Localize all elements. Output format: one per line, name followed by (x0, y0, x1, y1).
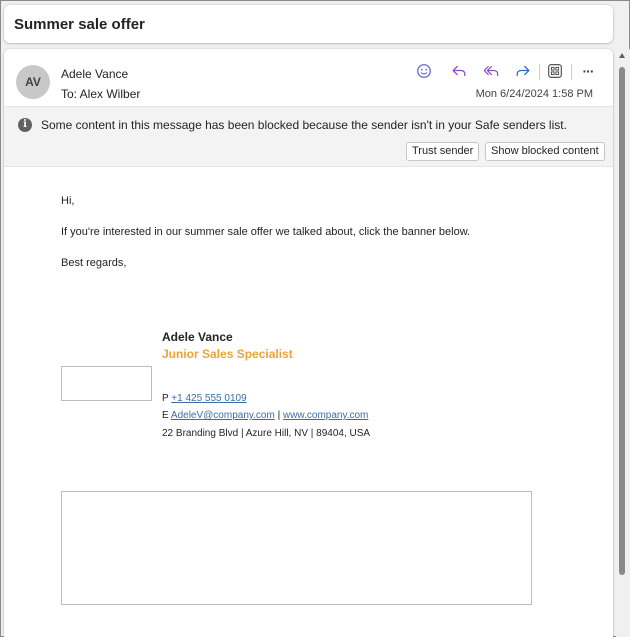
blocked-banner-image[interactable] (61, 491, 532, 605)
blocked-content-message: Some content in this message has been blocked because the sender isn't in your Safe senders list. (41, 118, 567, 132)
apps-icon[interactable] (545, 61, 565, 81)
scroll-up-arrow-icon[interactable] (619, 53, 625, 58)
toolbar-divider (539, 64, 540, 80)
blocked-content-banner (4, 106, 613, 167)
scrollbar[interactable] (616, 49, 630, 637)
show-blocked-content-button[interactable]: Show blocked content (485, 142, 605, 161)
info-icon: i (18, 118, 32, 132)
toolbar-divider (571, 64, 572, 80)
phone-link[interactable]: +1 425 555 0109 (171, 393, 247, 404)
signature-contact-line (162, 410, 368, 421)
trust-sender-button[interactable]: Trust sender (406, 142, 479, 161)
signature-address: 22 Branding Blvd | Azure Hill, NV | 89404, USA (162, 428, 371, 439)
scrollbar-thumb[interactable] (619, 67, 625, 575)
signature-name: Adele Vance (162, 330, 233, 344)
more-icon[interactable]: ··· (582, 63, 594, 79)
signature-title: Junior Sales Specialist (162, 347, 293, 361)
signature-phone-line (162, 393, 247, 404)
body-closing: Best regards, (61, 257, 127, 269)
email-link[interactable]: AdeleV@company.com (170, 410, 275, 421)
smiley-icon[interactable] (414, 61, 434, 81)
reply-icon[interactable] (449, 61, 469, 81)
body-greeting: Hi, (61, 195, 75, 207)
signature-logo-placeholder (61, 366, 152, 401)
recipient-line: To: Alex Wilber (61, 87, 141, 101)
body-paragraph: If you're interested in our summer sale offer we talked about, click the banner below. (61, 226, 471, 238)
separator: | (277, 410, 281, 421)
timestamp: Mon 6/24/2024 1:58 PM (475, 88, 593, 100)
email-label: E (162, 410, 169, 421)
phone-label: P (162, 393, 169, 404)
subject-header (4, 5, 613, 43)
message-card (4, 49, 613, 637)
website-link[interactable]: www.company.com (282, 410, 369, 421)
subject-title: Summer sale offer (14, 16, 145, 33)
avatar[interactable]: AV (16, 65, 50, 99)
reply-all-icon[interactable] (481, 61, 501, 81)
sender-name[interactable]: Adele Vance (61, 67, 129, 81)
forward-icon[interactable] (513, 61, 533, 81)
